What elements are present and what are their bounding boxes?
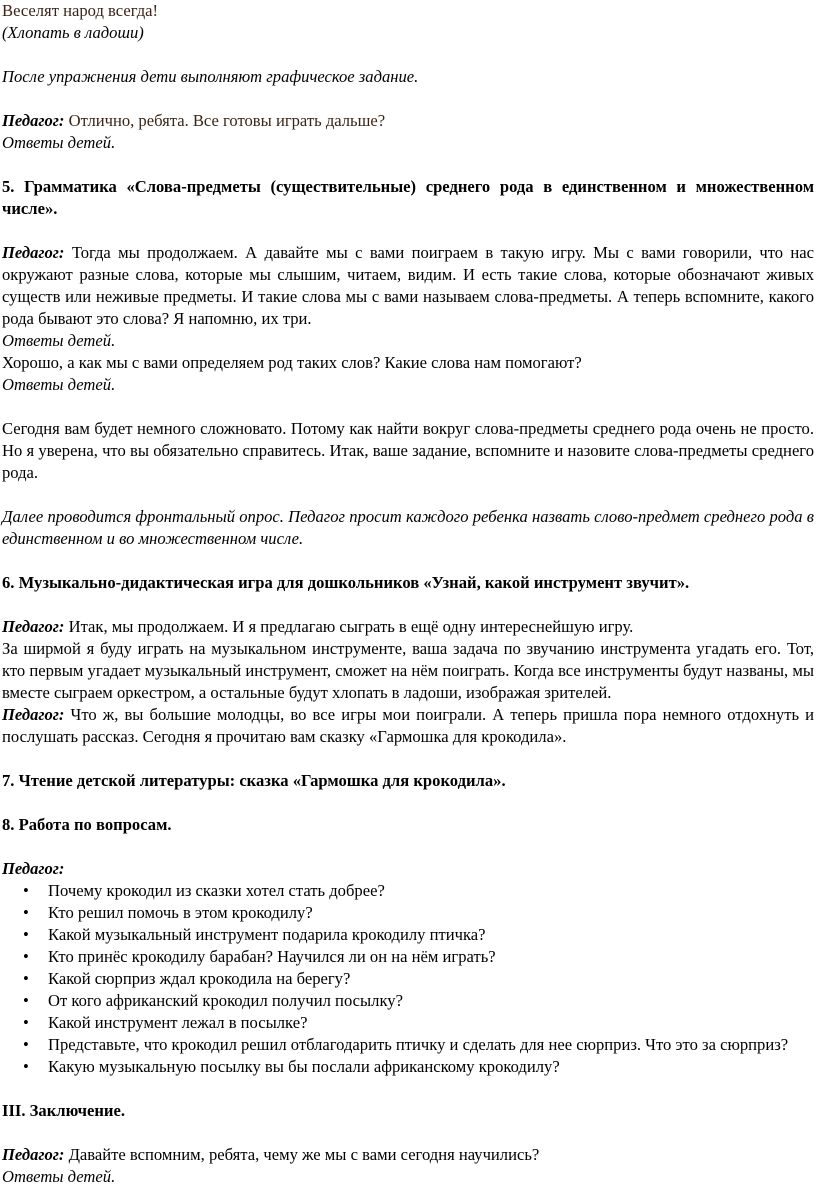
children-answers: Ответы детей.	[2, 1167, 116, 1186]
teacher-line	[2, 704, 814, 748]
speech-text: Итак, мы продолжаем. И я предлагаю сыграть в ещё одну интереснейшую игру.	[64, 617, 634, 636]
list-item	[2, 946, 814, 968]
bullet-icon: •	[23, 1013, 29, 1032]
list-item	[2, 902, 814, 924]
question-text: Какую музыкальную посылку вы бы послали африканскому крокодилу?	[48, 1057, 560, 1076]
list-item	[2, 924, 814, 946]
section-heading-6: 6. Музыкально-дидактическая игра для дошкольников «Узнай, какой инструмент звучит».	[2, 573, 690, 592]
children-answers: Ответы детей.	[2, 133, 116, 152]
bullet-icon: •	[23, 1035, 29, 1054]
section-heading-conclusion: III. Заключение.	[2, 1101, 126, 1120]
bullet-icon: •	[23, 881, 29, 900]
speaker-label: Педагог:	[2, 1145, 65, 1164]
teacher-line	[2, 616, 814, 638]
section-heading-5: 5. Грамматика «Слова-предметы (существительные) среднего рода в единственном и множественном числе».	[2, 177, 814, 218]
speaker-label: Педагог:	[2, 111, 65, 130]
speaker-label: Педагог:	[2, 243, 65, 262]
speaker-label: Педагог:	[2, 859, 65, 878]
question-text: Какой инструмент лежал в посылке?	[48, 1013, 308, 1032]
game-description: За ширмой я буду играть на музыкальном инструменте, ваша задача по звучанию инструмента угадать его. Тот, кто первым угадает музыкальный инструмент, сможет на нём поиграть. Когда все инструменты будут названы, мы вместе сыграем оркестром, а остальные будут хлопать в ладоши, изображая зрителей.	[2, 639, 814, 702]
bullet-icon: •	[23, 1057, 29, 1076]
teacher-line	[2, 1144, 814, 1166]
bullet-icon: •	[23, 991, 29, 1010]
list-item	[2, 1056, 814, 1078]
section-heading-7: 7. Чтение детской литературы: сказка «Гармошка для крокодила».	[2, 771, 506, 790]
speech-text: Что ж, вы большие молодцы, во все игры мои поиграли. А теперь пришла пора немного отдохнуть и послушать рассказ. Сегодня я прочитаю вам сказку «Гармошка для крокодила».	[2, 705, 814, 746]
task-paragraph: Сегодня вам будет немного сложновато. Потому как найти вокруг слова-предметы среднего рода очень не просто. Но я уверена, что вы обязательно справитесь. Итак, ваше задание, вспомните и назовите слова-предметы среднего рода.	[2, 419, 814, 482]
activity-note: Далее проводится фронтальный опрос. Педагог просит каждого ребенка назвать слово-предмет среднего рода в единственном и во множественном числе.	[2, 507, 814, 548]
question-text: Кто решил помочь в этом крокодилу?	[48, 903, 313, 922]
list-item	[2, 968, 814, 990]
bullet-icon: •	[23, 903, 29, 922]
speaker-label: Педагог:	[2, 617, 65, 636]
question-text: От кого африканский крокодил получил посылку?	[48, 991, 403, 1010]
question-text: Какой музыкальный инструмент подарила крокодилу птичка?	[48, 925, 486, 944]
children-answers: Ответы детей.	[2, 331, 116, 350]
question-text: Кто принёс крокодилу барабан? Научился ли он на нём играть?	[48, 947, 496, 966]
teacher-line	[2, 242, 814, 330]
section-heading-8: 8. Работа по вопросам.	[2, 815, 172, 834]
teacher-question: Хорошо, а как мы с вами определяем род таких слов? Какие слова нам помогают?	[2, 353, 582, 372]
bullet-icon: •	[23, 925, 29, 944]
speech-text: Тогда мы продолжаем. А давайте мы с вами поиграем в такую игру. Мы с вами говорили, что нас окружают разные слова, которые мы слышим, читаем, видим. И есть такие слова, которые обозначают живых существ или неживые предметы. И такие слова мы с вами называем слова-предметы. А теперь вспомните, какого рода бывают это слова? Я напомню, их три.	[2, 243, 814, 328]
speech-text: Отлично, ребята. Все готовы играть дальше?	[64, 111, 386, 130]
question-text: Какой сюрприз ждал крокодила на берегу?	[48, 969, 351, 988]
list-item	[2, 1012, 814, 1034]
children-answers: Ответы детей.	[2, 375, 116, 394]
poem-line: Веселят народ всегда!	[2, 1, 159, 20]
speaker-label: Педагог:	[2, 705, 65, 724]
activity-note: После упражнения дети выполняют графическое задание.	[2, 67, 419, 86]
teacher-line	[2, 110, 814, 132]
question-text: Представьте, что крокодил решил отблагодарить птичку и сделать для нее сюрприз. Что это за сюрприз?	[48, 1035, 789, 1054]
question-list	[2, 880, 814, 1078]
list-item	[2, 1034, 814, 1056]
question-text: Почему крокодил из сказки хотел стать добрее?	[48, 881, 385, 900]
speech-text: Давайте вспомним, ребята, чему же мы с вами сегодня научились?	[64, 1145, 540, 1164]
stage-direction: (Хлопать в ладоши)	[2, 23, 144, 42]
bullet-icon: •	[23, 969, 29, 988]
list-item	[2, 990, 814, 1012]
bullet-icon: •	[23, 947, 29, 966]
list-item	[2, 880, 814, 902]
